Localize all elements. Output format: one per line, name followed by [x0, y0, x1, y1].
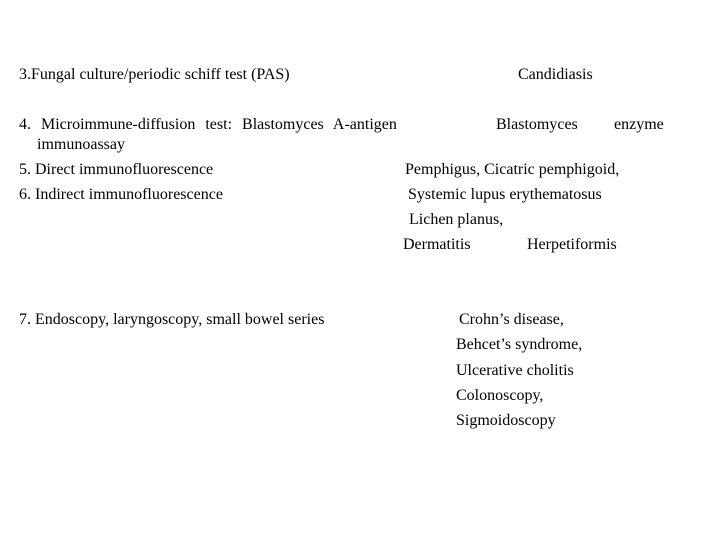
row7-disease-2: Behcet’s syndrome,	[456, 336, 583, 353]
row7-disease-5: Sigmoidoscopy	[456, 412, 556, 429]
row4-disease-part1: Blastomyces	[496, 116, 578, 133]
row5-disease: Pemphigus, Cicatric pemphigoid,	[405, 161, 620, 178]
row6-disease-herpetiformis: Herpetiformis	[527, 236, 617, 253]
row6-disease-2: Lichen planus,	[409, 211, 504, 228]
row7-disease-4: Colonoscopy,	[456, 387, 544, 404]
row3-disease: Candidiasis	[518, 66, 593, 83]
row4-disease-part2: enzyme	[614, 116, 664, 133]
row6-test: 6. Indirect immunofluorescence	[19, 186, 223, 203]
row4-test-line2: immunoassay	[37, 136, 125, 153]
row6-disease-dermatitis: Dermatitis	[403, 236, 471, 253]
row6-disease-1: Systemic lupus erythematosus	[408, 186, 602, 203]
row7-test: 7. Endoscopy, laryngoscopy, small bowel series	[19, 311, 325, 328]
row4-test-line1: 4. Microimmune-diffusion test: Blastomyces A-antigen	[19, 116, 397, 133]
row7-disease-3: Ulcerative cholitis	[456, 362, 574, 379]
row5-test: 5. Direct immunofluorescence	[19, 161, 214, 178]
row7-disease-1: Crohn’s disease,	[459, 311, 564, 328]
row3-test: 3.Fungal culture/periodic schiff test (PAS)	[19, 66, 290, 83]
